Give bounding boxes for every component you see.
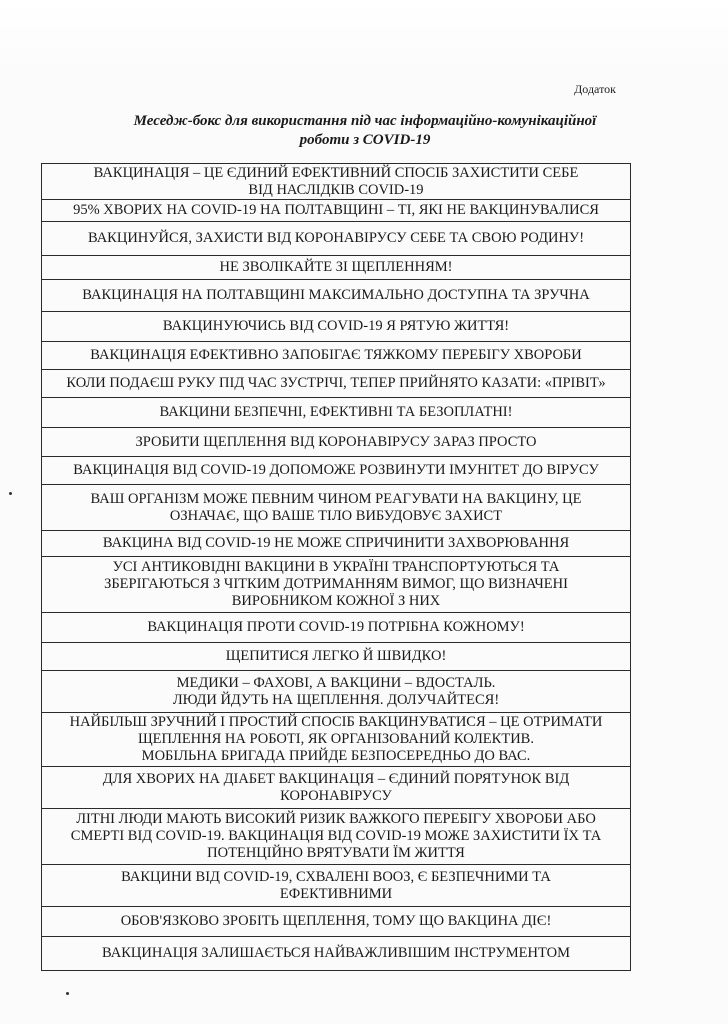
message-row bbox=[42, 809, 631, 865]
message-row bbox=[42, 428, 631, 457]
message-row bbox=[42, 485, 631, 531]
message-row bbox=[42, 222, 631, 256]
message-text: ВАКЦИНАЦІЯ ПРОТИ COVID-19 ПОТРІБНА КОЖНОМУ! bbox=[42, 613, 631, 643]
message-text: ВАКЦИНА ВІД COVID-19 НЕ МОЖЕ СПРИЧИНИТИ ЗАХВОРЮВАННЯ bbox=[42, 531, 631, 557]
message-row bbox=[42, 865, 631, 907]
document-title: Меседж-бокс для використання під час інформаційно-комунікаційної роботи з COVID-19 bbox=[133, 113, 597, 148]
scan-margin bbox=[0, 0, 728, 70]
message-text: УСІ АНТИКОВІДНІ ВАКЦИНИ В УКРАЇНІ ТРАНСПОРТУЮТЬСЯ ТА ЗБЕРІГАЮТЬСЯ З ЧІТКИМ ДОТРИМАННЯМ ВИМОГ, ЩО ВИЗНАЧЕНІ ВИРОБНИКОМ КОЖНОЇ З НИХ bbox=[42, 557, 631, 613]
message-text: ВАКЦИНАЦІЯ ЗАЛИШАЄТЬСЯ НАЙВАЖЛИВІШИМ ІНСТРУМЕНТОМ bbox=[42, 937, 631, 971]
message-text: НАЙБІЛЬШ ЗРУЧНИЙ І ПРОСТИЙ СПОСІБ ВАКЦИНУВАТИСЯ – ЦЕ ОТРИМАТИ ЩЕПЛЕННЯ НА РОБОТІ, ЯК ОРГАНІЗОВАНИЙ КОЛЕКТИВ. МОБІЛЬНА БРИГАДА ПРИЙДЕ БЕЗПОСЕРЕДНЬО ДО ВАС. bbox=[42, 713, 631, 767]
message-row bbox=[42, 370, 631, 398]
message-text: 95% ХВОРИХ НА COVID-19 НА ПОЛТАВЩИНІ – ТІ, ЯКІ НЕ ВАКЦИНУВАЛИСЯ bbox=[42, 200, 631, 222]
message-row bbox=[42, 457, 631, 485]
message-text: ВАКЦИНАЦІЯ ЕФЕКТИВНО ЗАПОБІГАЄ ТЯЖКОМУ ПЕРЕБІГУ ХВОРОБИ bbox=[42, 342, 631, 370]
message-text: ЗРОБИТИ ЩЕПЛЕННЯ ВІД КОРОНАВІРУСУ ЗАРАЗ ПРОСТО bbox=[42, 428, 631, 457]
scan-speck bbox=[66, 992, 69, 995]
message-row bbox=[42, 767, 631, 809]
message-text: КОЛИ ПОДАЄШ РУКУ ПІД ЧАС ЗУСТРІЧІ, ТЕПЕР ПРИЙНЯТО КАЗАТИ: «ПРІВІТ» bbox=[42, 370, 631, 398]
message-row bbox=[42, 557, 631, 613]
message-text: ВАКЦИНАЦІЯ ВІД COVID-19 ДОПОМОЖЕ РОЗВИНУТИ ІМУНІТЕТ ДО ВІРУСУ bbox=[42, 457, 631, 485]
message-text: ВАКЦИНАЦІЯ НА ПОЛТАВЩИНІ МАКСИМАЛЬНО ДОСТУПНА ТА ЗРУЧНА bbox=[42, 280, 631, 312]
message-row bbox=[42, 256, 631, 280]
message-text: ВАКЦИНИ БЕЗПЕЧНІ, ЕФЕКТИВНІ ТА БЕЗОПЛАТНІ! bbox=[42, 398, 631, 428]
message-row bbox=[42, 342, 631, 370]
message-row bbox=[42, 200, 631, 222]
message-text: ВАКЦИНАЦІЯ – ЦЕ ЄДИНИЙ ЕФЕКТИВНИЙ СПОСІБ ЗАХИСТИТИ СЕБЕ ВІД НАСЛІДКІВ COVID-19 bbox=[42, 164, 631, 200]
message-table-body bbox=[42, 164, 631, 971]
message-text: МЕДИКИ – ФАХОВІ, А ВАКЦИНИ – ВДОСТАЛЬ. ЛЮДИ ЙДУТЬ НА ЩЕПЛЕННЯ. ДОЛУЧАЙТЕСЯ! bbox=[42, 671, 631, 713]
scan-speck bbox=[9, 492, 12, 495]
message-row bbox=[42, 613, 631, 643]
message-row bbox=[42, 671, 631, 713]
message-row bbox=[42, 280, 631, 312]
message-row bbox=[42, 398, 631, 428]
message-row bbox=[42, 312, 631, 342]
message-row bbox=[42, 643, 631, 671]
message-row bbox=[42, 937, 631, 971]
message-text: ЛІТНІ ЛЮДИ МАЮТЬ ВИСОКИЙ РИЗИК ВАЖКОГО ПЕРЕБІГУ ХВОРОБИ АБО СМЕРТІ ВІД COVID-19. ВАКЦИНАЦІЯ ВІД COVID-19 МОЖЕ ЗАХИСТИТИ ЇХ ТА ПОТЕНЦІЙНО ВРЯТУВАТИ ЇМ ЖИТТЯ bbox=[42, 809, 631, 865]
message-text: ОБОВ'ЯЗКОВО ЗРОБІТЬ ЩЕПЛЕННЯ, ТОМУ ЩО ВАКЦИНА ДІЄ! bbox=[42, 907, 631, 937]
addendum-label: Додаток bbox=[574, 82, 616, 96]
message-row bbox=[42, 713, 631, 767]
message-row bbox=[42, 907, 631, 937]
message-row bbox=[42, 531, 631, 557]
message-text: ЩЕПИТИСЯ ЛЕГКО Й ШВИДКО! bbox=[42, 643, 631, 671]
message-table bbox=[41, 163, 631, 971]
message-row bbox=[42, 164, 631, 200]
message-text: ВАКЦИНУЮЧИСЬ ВІД COVID-19 Я РЯТУЮ ЖИТТЯ! bbox=[42, 312, 631, 342]
message-text: НЕ ЗВОЛІКАЙТЕ ЗІ ЩЕПЛЕННЯМ! bbox=[42, 256, 631, 280]
message-text: ВАКЦИНИ ВІД COVID-19, СХВАЛЕНІ ВООЗ, Є БЕЗПЕЧНИМИ ТА ЕФЕКТИВНИМИ bbox=[42, 865, 631, 907]
message-text: ВАКЦИНУЙСЯ, ЗАХИСТИ ВІД КОРОНАВІРУСУ СЕБЕ ТА СВОЮ РОДИНУ! bbox=[42, 222, 631, 256]
message-text: ДЛЯ ХВОРИХ НА ДІАБЕТ ВАКЦИНАЦІЯ – ЄДИНИЙ ПОРЯТУНОК ВІД КОРОНАВІРУСУ bbox=[42, 767, 631, 809]
message-text: ВАШ ОРГАНІЗМ МОЖЕ ПЕВНИМ ЧИНОМ РЕАГУВАТИ НА ВАКЦИНУ, ЦЕ ОЗНАЧАЄ, ЩО ВАШЕ ТІЛО ВИБУДОВУЄ ЗАХИСТ bbox=[42, 485, 631, 531]
